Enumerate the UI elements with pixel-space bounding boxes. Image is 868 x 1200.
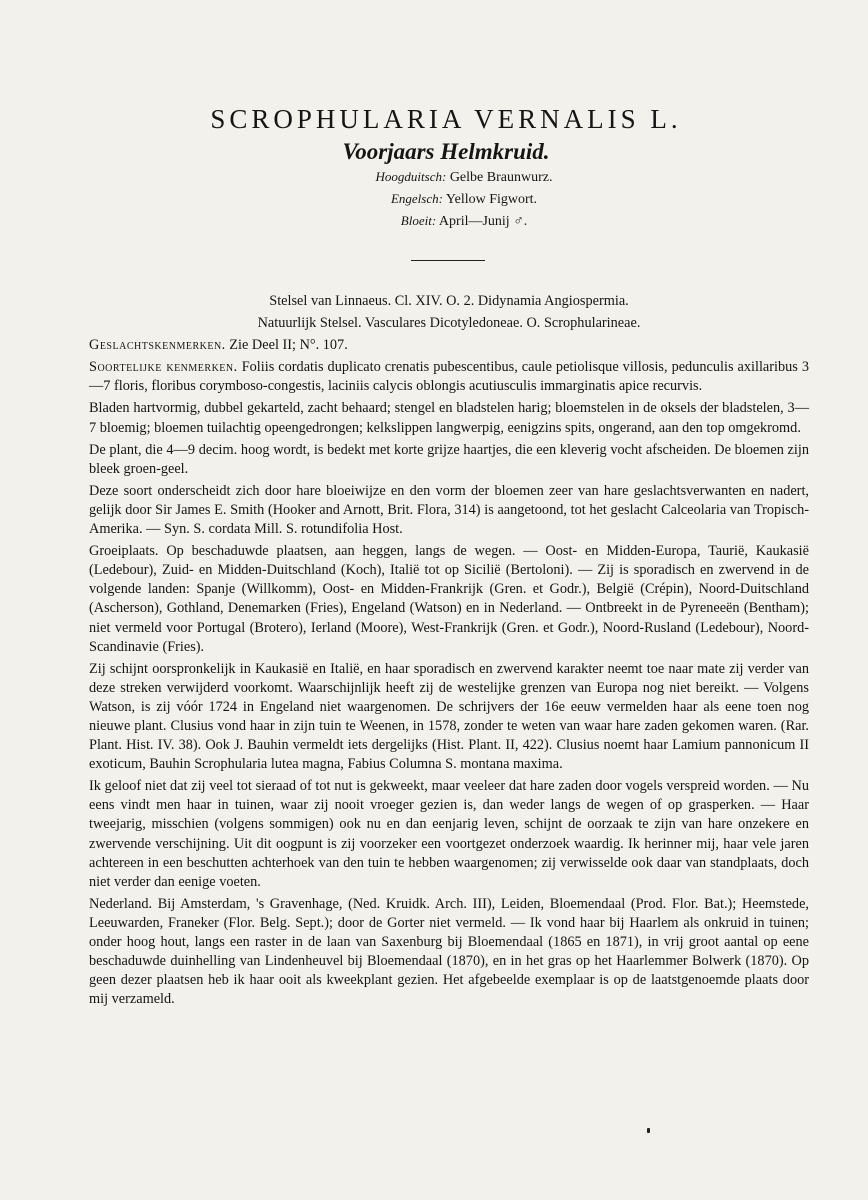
- geslacht-paragraph: [89, 336, 809, 355]
- page-subtitle: Voorjaars Helmkruid.: [342, 139, 550, 164]
- bloom-line: [0, 210, 868, 232]
- soort-text: Foliis cordatis duplicato crenatis pubescentibus, caule petiolisque villosis, pedunculis axillaribus 3—7 floris, floribus corymboso-congestis, laciniis calycis oblongis acutiusculis immarginatis apice recurvis.: [89, 359, 810, 395]
- geslacht-text: Zie Deel II; N°. 107.: [225, 337, 348, 354]
- groeiplaats-paragraph: Groeiplaats. Op beschaduwde plaatsen, aan heggen, langs de wegen. — Oost- en Midden-Europa, Taurië, Kaukasië (Ledebour), Zuid- en Midden-Duitschland (Koch), Italië tot op Sicilië (Bertoloni). — Zij is sporadisch en zwervend in de volgende landen: Spanje (Willkomm), Oost- en Midden-Frankrijk (Gren. et Godr.), België (Crépin), Noord-Duitschland (Ascherson), Gothland, Denemarken (Fries), Engeland (Watson) en in Nederland. — Ontbreekt in de Pyreneeën (Bentham); niet vermeld voor Portugal (Brotero), Ierland (Moore), West-Frankrijk (Gren. et Godr.), Noord-Rusland (Ledebour), Noord-Scandinavie (Fries).: [89, 543, 809, 655]
- geloof-paragraph: Ik geloof niet dat zij veel tot sieraad of tot nut is gekweekt, maar veeleer dat hare zaden door vogels verspreid worden. — Nu eens vindt men haar in tuinen, waar zij nooit vroeger gezien is, dan weder langs de wegen of op grasperken. — Haar tweejarig, misschien (volgens sommigen) ook nu en dan eenjarig leven, schijnt de oorzaak te zijn van hare onzekere en zwervende verschijning. Uit dit oogpunt is zij voorzeker een voortgezet onderzoek waardig. Ik herinner mij, haar vele jaren achtereen in een beschutten achterhoek van den tuin te hebben waargenomen; zij verwisselde ook daar van standplaats, doch niet verder dan eenige voeten.: [89, 778, 809, 890]
- bloom-label: Bloeit:: [400, 213, 437, 228]
- bloom-value: April—Junij ♂.: [436, 214, 528, 229]
- plant-paragraph: De plant, die 4—9 decim. hoog wordt, is bedekt met korte grijze haartjes, die een kleverig vocht afscheiden. De bloemen zijn bleek groen-geel.: [89, 441, 809, 477]
- german-label: Hoogduitsch:: [375, 169, 447, 184]
- soort-note-paragraph: Deze soort onderscheidt zich door hare bloeiwijze en den vorm der bloemen zeer van hare geslachtsverwanten en nadert, gelijk door Sir James E. Smith (Hooker and Arnott, Brit. Flora, 314) is aangetoond, tot het geslacht Calceolaria van Tropisch-Amerika. — Syn. S. cordata Mill. S. rotundifolia Host.: [89, 482, 809, 538]
- natuurlijk-line: Natuurlijk Stelsel. Vasculares Dicotyledoneae. O. Scrophularineae.: [257, 315, 641, 332]
- page-title: SCROPHULARIA VERNALIS L.: [210, 104, 682, 134]
- german-value: Gelbe Braunwurz.: [446, 170, 553, 185]
- soort-label: Soortelijke kenmerken.: [89, 359, 238, 376]
- english-name-line: [0, 188, 868, 210]
- body-text: [89, 292, 809, 1012]
- geslacht-label: Geslachtskenmerken.: [89, 337, 226, 354]
- soort-paragraph: [89, 358, 809, 396]
- english-value: Yellow Figwort.: [442, 192, 538, 207]
- divider: [411, 260, 485, 261]
- german-name-line: [0, 166, 868, 188]
- ink-speck: [647, 1128, 650, 1133]
- english-label: Engelsch:: [390, 191, 443, 206]
- oorsprong-paragraph: Zij schijnt oorspronkelijk in Kaukasië en Italië, en haar sporadisch en zwervend karakter neemt toe naar mate zij verder van deze streken verwijderd voorkomt. Waarschijnlijk heeft zij de westelijke grenzen van Europa nog niet bereikt. — Volgens Watson, is zij vóór 1724 in Engeland niet waargenomen. De schrijvers der 16e eeuw vermelden haar als eene toen nog nieuwe plant. Clusius vond haar in zijn tuin te Weenen, in 1578, zonder te weten van waar hare zaden gekomen waren. (Rar. Plant. Hist. IV. 38). Ook J. Bauhin vermeldt iets dergelijks (Hist. Plant. II, 422). Clusius noemt haar Lamium pannonicum II exoticum, Bauhin Scrophularia lutea magna, Fabius Columna S. montana maxima.: [89, 660, 809, 773]
- nederland-paragraph: Nederland. Bij Amsterdam, 's Gravenhage, (Ned. Kruidk. Arch. III), Leiden, Bloemendaal (Prod. Flor. Bat.); Heemstede, Leeuwarden, Franeker (Flor. Belg. Sept.); door de Gorter niet vermeld. — Ik vond haar bij Haarlem als onkruid in tuinen; onder hoog hout, langs een raster in de laan van Saxenburg bij Bloemendaal (1865 en 1871), in vrij groot aantal op eene beschaduwde duinhelling van Lindenheuvel bij Bloemendaal (1870), en in het gras op het Haarlemmer Bolwerk (1870). Op geen dezer plaatsen heb ik haar ooit als kweekplant gezien. Het afgebeelde exemplaar is op de laatstgenoemde plaats door mij verzameld.: [89, 895, 809, 1008]
- bladen-paragraph: Bladen hartvormig, dubbel gekarteld, zacht behaard; stengel en bladstelen harig; bloemstelen in de oksels der bladstelen, 3—7 bloemig; bloemen tuilachtig opeengedrongen; kelkslippen langwerpig, eenigzins spits, ongerand, aan den top omgekromd.: [89, 400, 809, 436]
- stelsel-line: Stelsel van Linnaeus. Cl. XIV. O. 2. Didynamia Angiospermia.: [269, 293, 629, 309]
- header: [0, 100, 868, 261]
